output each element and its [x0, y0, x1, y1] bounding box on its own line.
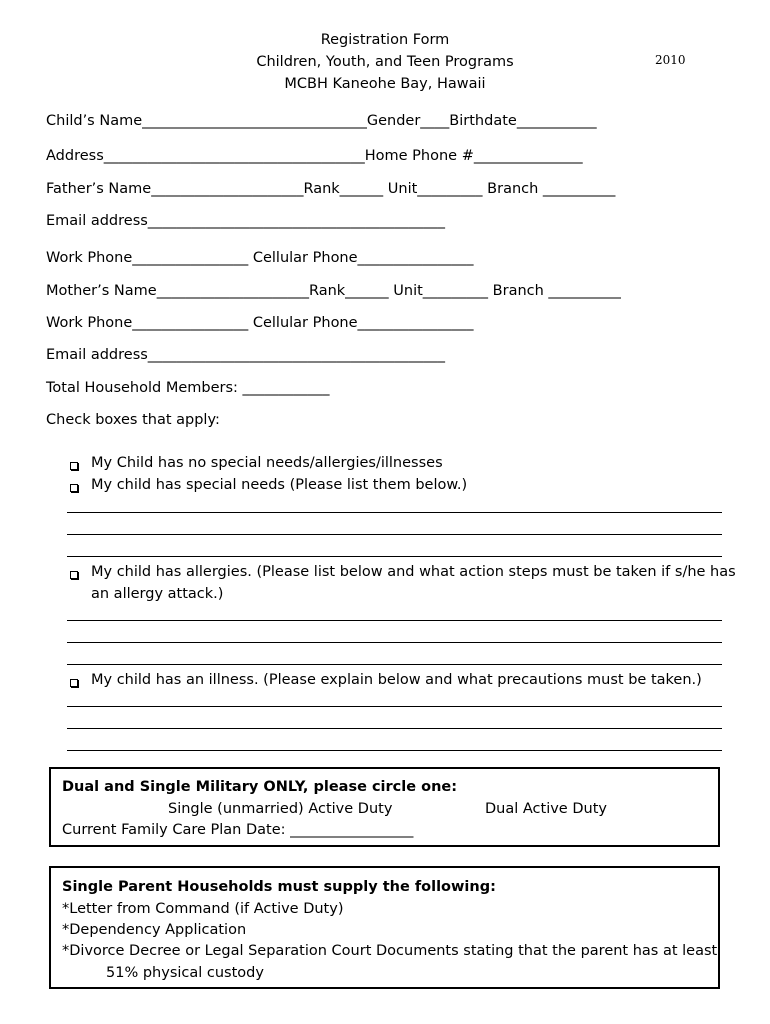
- checkbox-allergies[interactable]: [70, 571, 78, 579]
- check-boxes-label: Check boxes that apply:: [46, 412, 220, 428]
- special-needs-writing-line[interactable]: [67, 512, 722, 513]
- illness-writing-line[interactable]: [67, 706, 722, 707]
- single-parent-box: [49, 866, 720, 989]
- household-members-line[interactable]: Total Household Members: ____________: [46, 380, 330, 396]
- special-needs-writing-line[interactable]: [67, 556, 722, 557]
- father-info-line[interactable]: Father’s Name_____________________Rank______ Unit_________ Branch __________: [46, 181, 616, 197]
- illness-writing-line[interactable]: [67, 728, 722, 729]
- requirement-custody-documents-cont: 51% physical custody: [106, 965, 264, 981]
- form-title: Registration Form: [320, 32, 450, 48]
- checkbox-special-needs[interactable]: [70, 484, 78, 492]
- father-phone-line[interactable]: Work Phone________________ Cellular Phone________________: [46, 250, 474, 266]
- allergies-writing-line[interactable]: [67, 664, 722, 665]
- requirement-dependency-application: *Dependency Application: [62, 922, 247, 938]
- military-box-heading: Dual and Single Military ONLY, please circle one:: [62, 779, 458, 795]
- program-title: Children, Youth, and Teen Programs: [256, 54, 514, 70]
- address-line[interactable]: Address____________________________________Home Phone #_______________: [46, 148, 583, 164]
- family-care-plan-date-line[interactable]: Current Family Care Plan Date: _________________: [62, 822, 414, 838]
- illness-writing-line[interactable]: [67, 750, 722, 751]
- option-single-active-duty[interactable]: Single (unmarried) Active Duty: [168, 801, 393, 817]
- checkbox-illness[interactable]: [70, 679, 78, 687]
- checkbox-label-allergies: My child has allergies. (Please list below and what action steps must be taken if s/he has: [91, 564, 736, 580]
- child-info-line[interactable]: Child’s Name_______________________________Gender____Birthdate___________: [46, 113, 597, 129]
- checkbox-no-special-needs[interactable]: [70, 462, 78, 470]
- option-dual-active-duty[interactable]: Dual Active Duty: [485, 801, 607, 817]
- requirement-custody-documents: *Divorce Decree or Legal Separation Court Documents stating that the parent has at least: [62, 943, 718, 959]
- location-title: MCBH Kaneohe Bay, Hawaii: [284, 76, 486, 92]
- special-needs-writing-line[interactable]: [67, 534, 722, 535]
- checkbox-label-no-special-needs: My Child has no special needs/allergies/illnesses: [91, 455, 443, 471]
- checkbox-label-allergies-cont: an allergy attack.): [91, 586, 224, 602]
- mother-info-line[interactable]: Mother’s Name_____________________Rank______ Unit_________ Branch __________: [46, 283, 621, 299]
- mother-phone-line[interactable]: Work Phone________________ Cellular Phone________________: [46, 315, 474, 331]
- form-year: 2010: [655, 53, 686, 67]
- checkbox-label-special-needs: My child has special needs (Please list them below.): [91, 477, 468, 493]
- allergies-writing-line[interactable]: [67, 642, 722, 643]
- checkbox-label-illness: My child has an illness. (Please explain below and what precautions must be taken.): [91, 672, 702, 688]
- requirement-command-letter: *Letter from Command (if Active Duty): [62, 901, 344, 917]
- military-status-box: [49, 767, 720, 847]
- father-email-line[interactable]: Email address_________________________________________: [46, 213, 446, 229]
- mother-email-line[interactable]: Email address_________________________________________: [46, 347, 446, 363]
- allergies-writing-line[interactable]: [67, 620, 722, 621]
- single-parent-heading: Single Parent Households must supply the following:: [62, 879, 496, 895]
